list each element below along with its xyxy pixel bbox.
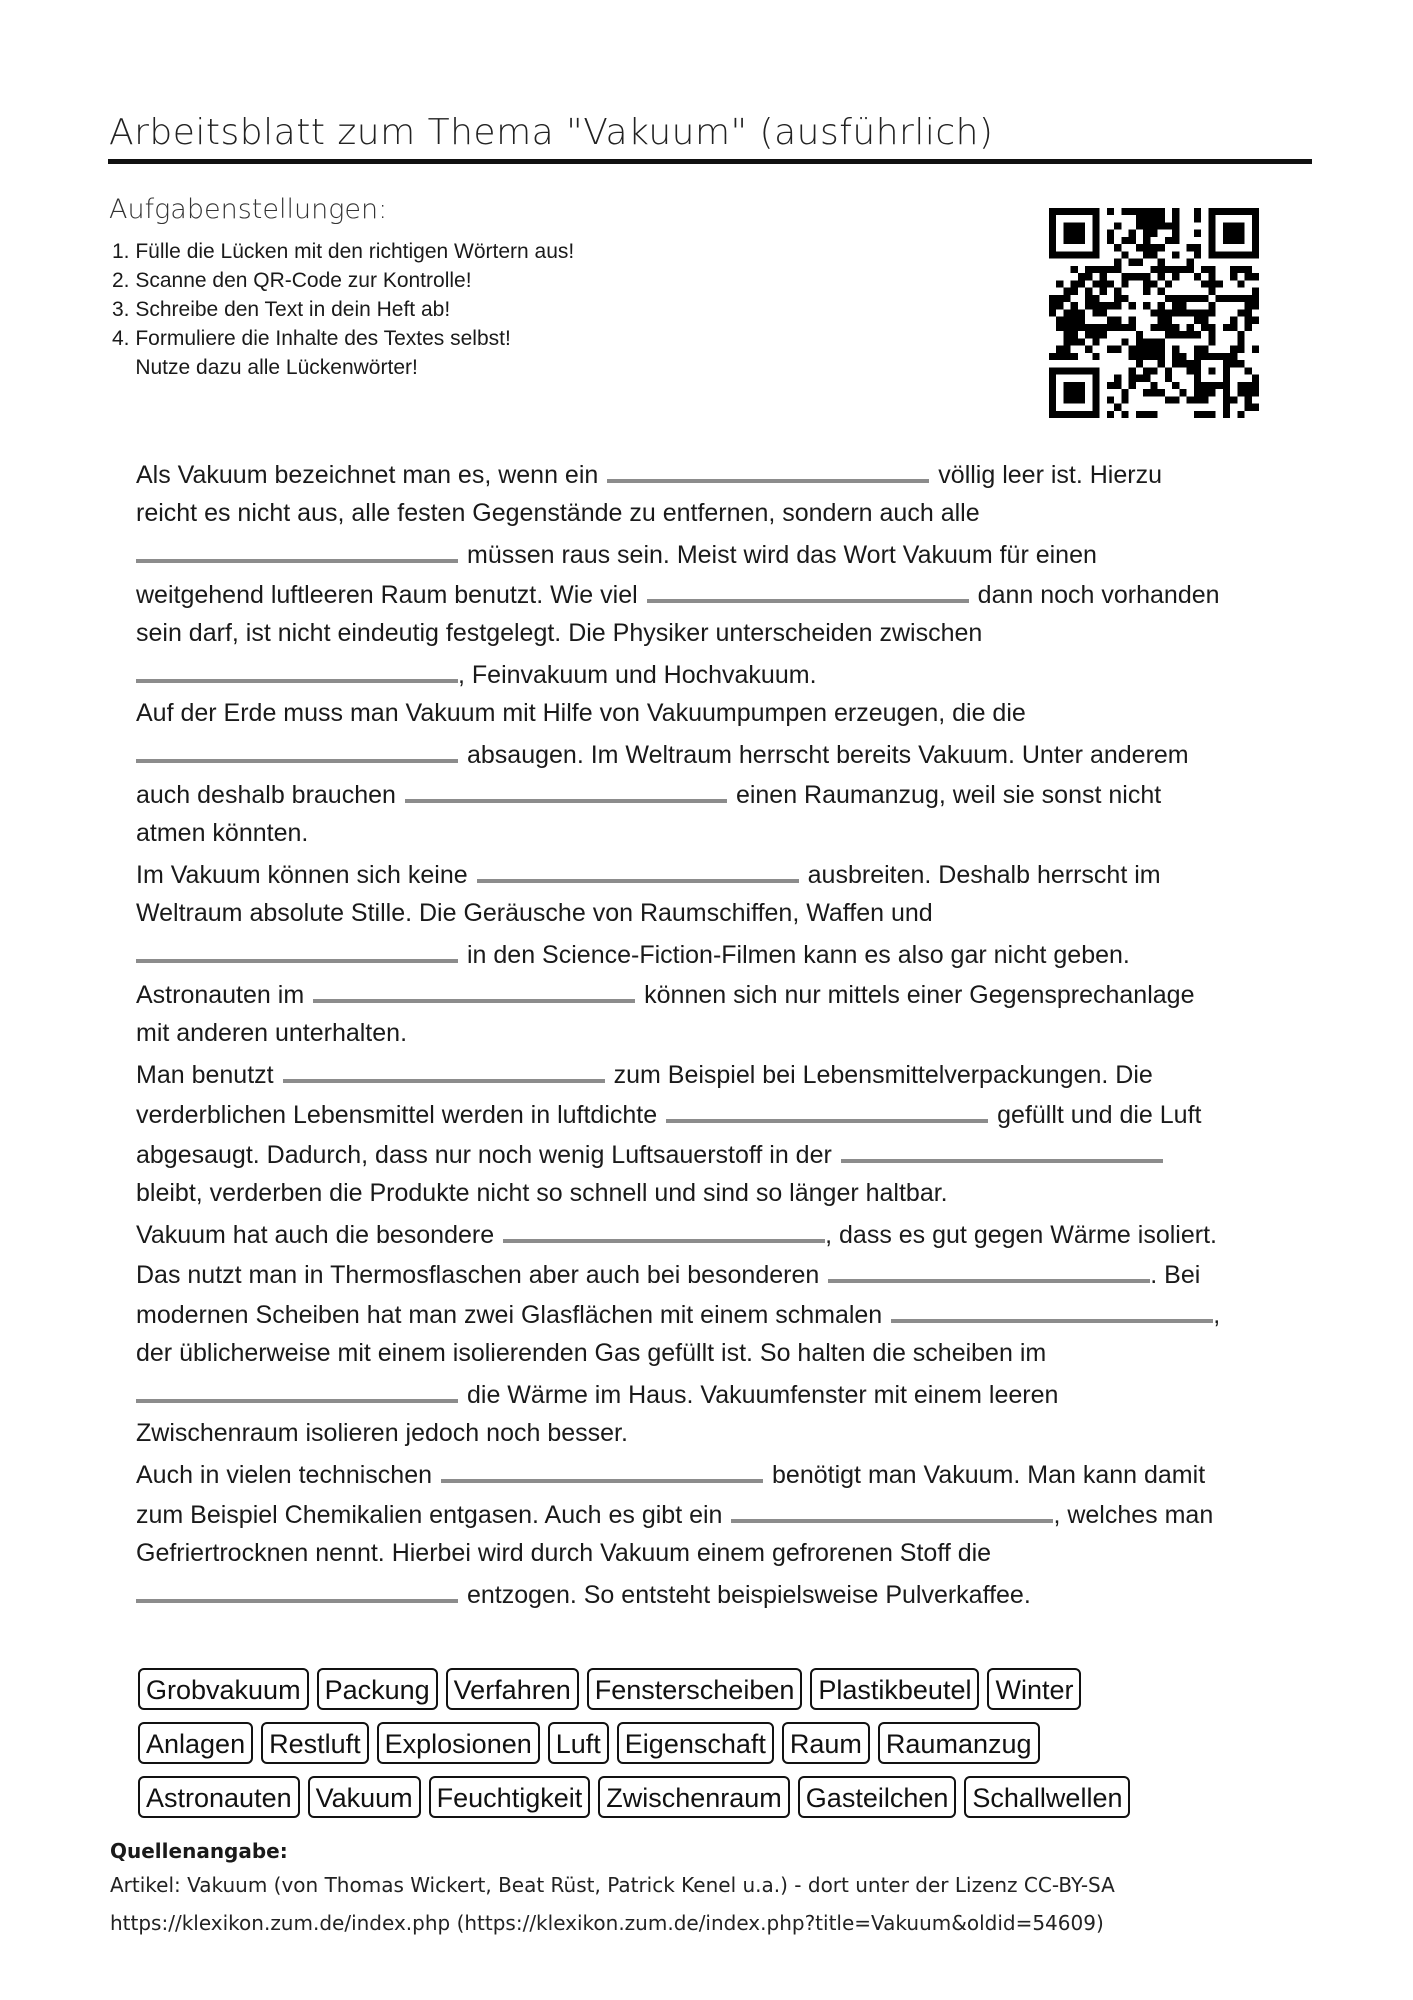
text-line [136,1053,1336,1093]
word-chip[interactable]: Raum [782,1722,870,1764]
word-chip[interactable]: Restluft [261,1722,369,1764]
text-line [136,1133,1336,1173]
blank-field[interactable] [841,1133,1163,1163]
blank-field[interactable] [136,533,458,563]
text-segment: , Feinvakuum und Hochvakuum. [458,661,817,689]
word-chip[interactable]: Verfahren [446,1668,579,1710]
word-bank-row [138,1776,1318,1830]
text-line [136,773,1336,813]
blank-field[interactable] [405,773,727,803]
text-segment: abgesaugt. Dadurch, dass nur noch wenig Luftsauerstoff in der [136,1141,832,1169]
text-line [136,453,1336,493]
text-segment: Auch in vielen technischen [136,1461,433,1489]
task-item: 1. Fülle die Lücken mit den richtigen Wörtern aus! [112,240,575,263]
word-chip[interactable]: Luft [548,1722,609,1764]
text-segment: verderblichen Lebensmittel werden in luftdichte [136,1101,658,1129]
task-item: 3. Schreibe den Text in dein Heft ab! [112,298,451,321]
qr-code-icon[interactable] [1049,208,1259,418]
text-segment: zum Beispiel bei Lebensmittelverpackungen. Die [613,1061,1153,1089]
word-chip[interactable]: Eigenschaft [617,1722,774,1764]
word-chip[interactable]: Fensterscheiben [587,1668,803,1710]
text-line [136,853,1336,893]
text-segment: die Wärme im Haus. Vakuumfenster mit einem leeren [467,1381,1059,1409]
title-divider [108,159,1312,164]
blank-field[interactable] [607,453,929,483]
source-line: https://klexikon.zum.de/index.php (https://klexikon.zum.de/index.php?title=Vakuum&oldid=54609) [110,1911,1104,1935]
blank-field[interactable] [647,573,969,603]
blank-field[interactable] [136,653,458,683]
blank-field[interactable] [441,1453,763,1483]
text-segment: mit anderen unterhalten. [136,1019,408,1047]
text-segment: in den Science-Fiction-Filmen kann es also gar nicht geben. [467,941,1130,969]
text-segment: Im Vakuum können sich keine [136,861,468,889]
text-line [136,533,1336,573]
text-segment: . Bei [1150,1261,1201,1289]
sources [110,1836,1115,1942]
text-line [136,933,1336,973]
text-segment: Zwischenraum isolieren jedoch noch besser. [136,1419,628,1447]
text-line [136,1013,1336,1053]
text-segment: Als Vakuum bezeichnet man es, wenn ein [136,461,599,489]
sources-heading: Quellenangabe: [110,1839,288,1863]
word-chip[interactable]: Grobvakuum [138,1668,309,1710]
page-title: Arbeitsblatt zum Thema "Vakuum" (ausführlich) [109,112,994,153]
blank-field[interactable] [136,1573,458,1603]
text-segment: Man benutzt [136,1061,274,1089]
word-chip[interactable]: Winter [987,1668,1081,1710]
text-segment: bleibt, verderben die Produkte nicht so schnell und sind so länger haltbar. [136,1179,948,1207]
word-chip[interactable]: Packung [317,1668,438,1710]
text-segment: entzogen. So entsteht beispielsweise Pulverkaffee. [467,1581,1031,1609]
text-line [136,1573,1336,1613]
text-line [136,613,1336,653]
text-line [136,1253,1336,1293]
blank-field[interactable] [891,1293,1213,1323]
text-segment: absaugen. Im Weltraum herrscht bereits Vakuum. Unter anderem [467,741,1189,769]
text-segment: Gefriertrocknen nennt. Hierbei wird durch Vakuum einem gefrorenen Stoff die [136,1539,992,1567]
text-segment: , welches man [1053,1501,1214,1529]
text-segment: gefüllt und die Luft [997,1101,1202,1129]
blank-field[interactable] [731,1493,1053,1523]
blank-field[interactable] [136,933,458,963]
blank-field[interactable] [666,1093,988,1123]
word-chip[interactable]: Schallwellen [964,1776,1130,1818]
text-line [136,893,1336,933]
text-segment: dann noch vorhanden [977,581,1220,609]
text-segment: einen Raumanzug, weil sie sonst nicht [735,781,1162,809]
text-line [136,973,1336,1013]
text-line [136,1493,1336,1533]
source-line: Artikel: Vakuum (von Thomas Wickert, Beat Rüst, Patrick Kenel u.a.) - dort unter der Lizenz CC-BY-SA [110,1873,1115,1897]
text-segment: der üblicherweise mit einem isolierenden Gas gefüllt ist. So halten die scheiben im [136,1339,1047,1367]
blank-field[interactable] [136,1373,458,1403]
tasks-heading: Aufgabenstellungen: [109,194,388,225]
word-chip[interactable]: Zwischenraum [598,1776,790,1818]
text-segment: Vakuum hat auch die besondere [136,1221,495,1249]
text-line [136,1173,1336,1213]
text-segment: ausbreiten. Deshalb herrscht im [807,861,1161,889]
text-line [136,1373,1336,1413]
word-chip[interactable]: Feuchtigkeit [429,1776,591,1818]
cloze-text [136,453,1336,1613]
text-line [136,1453,1336,1493]
text-segment: können sich nur mittels einer Gegensprechanlage [644,981,1195,1009]
word-chip[interactable]: Plastikbeutel [810,1668,979,1710]
blank-field[interactable] [503,1213,825,1243]
text-segment: reicht es nicht aus, alle festen Gegenstände zu entfernen, sondern auch alle [136,499,980,527]
blank-field[interactable] [477,853,799,883]
text-segment: zum Beispiel Chemikalien entgasen. Auch es gibt ein [136,1501,723,1529]
text-segment: modernen Scheiben hat man zwei Glasflächen mit einem schmalen [136,1301,883,1329]
task-item: 4. Formuliere die Inhalte des Textes selbst! [112,327,511,350]
word-chip[interactable]: Vakuum [308,1776,421,1818]
text-line [136,813,1336,853]
text-line [136,1293,1336,1333]
task-list [112,237,574,382]
text-segment: sein darf, ist nicht eindeutig festgelegt. Die Physiker unterscheiden zwischen [136,619,983,647]
text-line [136,693,1336,733]
text-segment: weitgehend luftleeren Raum benutzt. Wie viel [136,581,638,609]
text-segment: völlig leer ist. Hierzu [938,461,1162,489]
task-item: 2. Scanne den QR-Code zur Kontrolle! [112,269,472,292]
text-line [136,1213,1336,1253]
text-line [136,1413,1336,1453]
blank-field[interactable] [313,973,635,1003]
text-line [136,733,1336,773]
text-segment: Weltraum absolute Stille. Die Geräusche von Raumschiffen, Waffen und [136,899,933,927]
word-chip[interactable]: Anlagen [138,1722,253,1764]
word-chip[interactable]: Raumanzug [878,1722,1040,1764]
word-bank [138,1668,1318,1830]
text-line [136,1093,1336,1133]
word-chip[interactable]: Astronauten [138,1776,300,1818]
text-segment: benötigt man Vakuum. Man kann damit [772,1461,1206,1489]
text-line [136,1333,1336,1373]
word-bank-row [138,1722,1318,1776]
word-chip[interactable]: Explosionen [377,1722,540,1764]
blank-field[interactable] [283,1053,605,1083]
text-segment: Astronauten im [136,981,305,1009]
blank-field[interactable] [136,733,458,763]
text-segment: müssen raus sein. Meist wird das Wort Vakuum für einen [467,541,1097,569]
blank-field[interactable] [828,1253,1150,1283]
text-segment: , [1213,1301,1221,1329]
text-segment: atmen könnten. [136,819,309,847]
text-line [136,573,1336,613]
text-segment: Auf der Erde muss man Vakuum mit Hilfe von Vakuumpumpen erzeugen, die die [136,699,1026,727]
text-line [136,493,1336,533]
task-item: Nutze dazu alle Lückenwörter! [112,356,418,379]
text-line [136,653,1336,693]
word-chip[interactable]: Gasteilchen [798,1776,957,1818]
word-bank-row [138,1668,1318,1722]
text-segment: Das nutzt man in Thermosflaschen aber auch bei besonderen [136,1261,820,1289]
text-segment: , dass es gut gegen Wärme isoliert. [825,1221,1217,1249]
text-line [136,1533,1336,1573]
text-segment: auch deshalb brauchen [136,781,396,809]
